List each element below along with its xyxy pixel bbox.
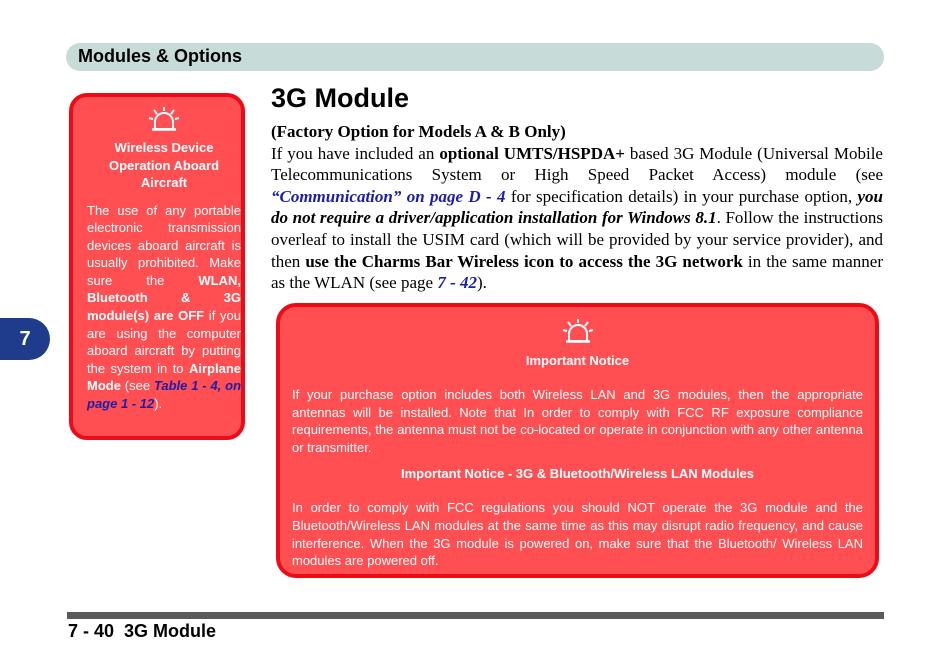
warning-notice-icon (560, 317, 596, 347)
page-reference-link[interactable]: 7 - 42 (437, 273, 477, 293)
main-paragraph: (Factory Option for Models A & B Only) If you have included an optional UMTS/HSPDA+ based 3G Module (Universal Mobile Telecommunications System or High Speed Packet Access) module (see “Communication” on page D - 4 for specification details) in your purchase option, you do not require a driver/application installation for Windows 8.1. Follow the instructions overleaf to install the USIM card (which will be provided by your service provider), and then use the Charms Bar Wireless icon to access the 3G network in the same manner as the WLAN (see page 7 - 42). (271, 122, 883, 293)
notice-text-antenna: If your purchase option includes both Wireless LAN and 3G modules, then the appropriate antennas will be installed. Note that In order to comply with FCC RF exposure compliance requirements, the antenna must not be co-located or operate in conjunction with any other antenna or transmitter. (292, 387, 863, 455)
notice-subtitle: Important Notice - 3G & Bluetooth/Wireless LAN Modules (400, 466, 755, 482)
factory-option-subtitle: (Factory Option for Models A & B Only) (271, 122, 566, 141)
page-title: 3G Module (271, 83, 410, 113)
notice-title: Important Notice (525, 353, 630, 368)
communication-link[interactable]: “Communication” on page D - 4 (271, 186, 506, 206)
warning-aircraft-icon (146, 105, 182, 135)
footer-rule (67, 612, 884, 619)
aircraft-warning-box (69, 93, 245, 440)
important-notice-box (276, 303, 879, 578)
sidebar-title: Wireless Device Operation Aboard Aircraft (108, 140, 220, 190)
footer-page-label: 7 - 40 3G Module (68, 621, 217, 641)
chapter-tab[interactable]: 7 (0, 318, 50, 360)
table-reference-link[interactable]: Table 1 - 4, on page 1 - 12 (87, 378, 242, 412)
header-title: Modules & Options (78, 46, 242, 66)
notice-text-fcc: In order to comply with FCC regulations you should NOT operate the 3G module and the Bluetooth/Wireless LAN modules at the same time as this may disrupt radio frequency, and cause interference. When the 3G module is powered on, make sure that the Bluetooth/ Wireless LAN modules are powered off. (292, 500, 863, 569)
sidebar-text: The use of any portable electronic transmission devices aboard aircraft is usually prohibited. Make sure the WLAN, Bluetooth & 3G module(s) are OFF if you are using the computer aboard aircraft by putting the system in to Airplane Mode (see Table 1 - 4, on page 1 - 12). (87, 202, 242, 412)
